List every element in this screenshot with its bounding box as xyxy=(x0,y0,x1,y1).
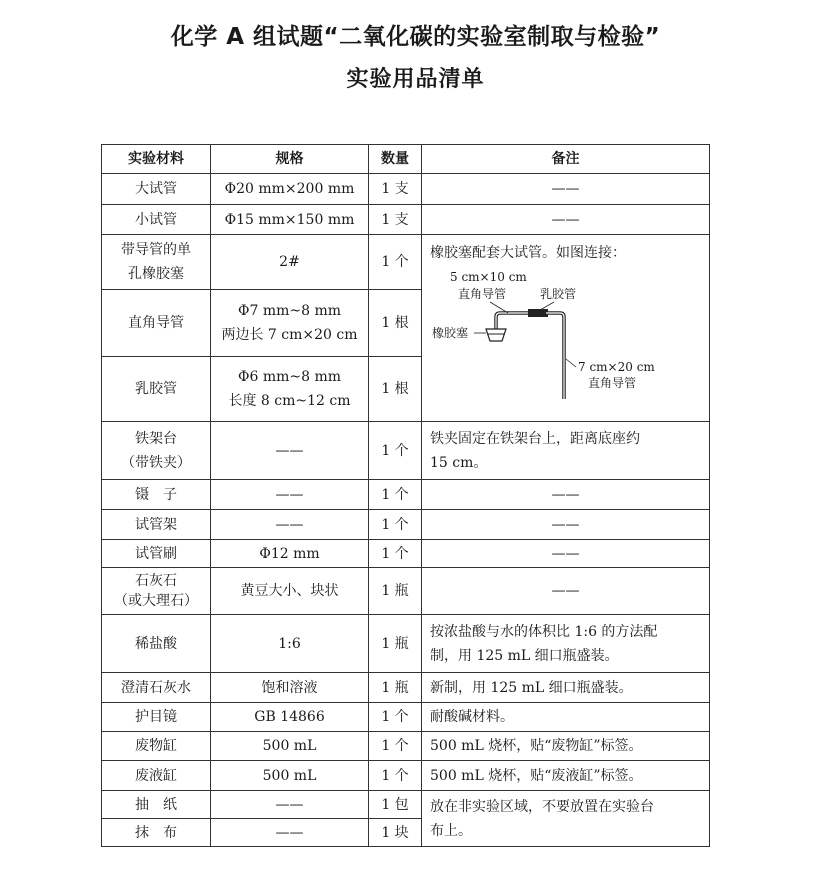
diagram-label-latex-tube: 乳胶管 xyxy=(540,287,577,301)
qty-cell: 1 瓶 xyxy=(369,568,422,615)
table-row xyxy=(102,235,710,290)
note-cell xyxy=(422,615,710,673)
note-line-1: 放在非实验区域，不要放置在实验台 xyxy=(430,798,654,815)
spec-cell: 黄豆大小、块状 xyxy=(211,568,369,615)
table-row xyxy=(102,510,710,540)
spec-cell: —— xyxy=(211,510,369,540)
document-subtitle: 实验用品清单 xyxy=(346,67,485,92)
material-line-1: 铁架台 xyxy=(135,430,177,447)
note-cell: 500 mL 烧杯，贴“废物缸”标签。 xyxy=(422,732,710,761)
qty-cell: 1 个 xyxy=(369,422,422,480)
qty-cell: 1 块 xyxy=(369,819,422,847)
diagram-label-long-tube: 直角导管 xyxy=(588,376,637,390)
material-cell xyxy=(102,568,211,615)
spec-cell xyxy=(211,290,369,357)
spec-cell: —— xyxy=(211,791,369,819)
qty-cell: 1 个 xyxy=(369,540,422,568)
header-qty: 数量 xyxy=(369,145,422,174)
latex-tube xyxy=(528,309,548,317)
table-row xyxy=(102,480,710,510)
diagram-label-long-tube-size: 7 cm×20 cm xyxy=(578,360,655,374)
spec-cell: GB 14866 xyxy=(211,703,369,732)
note-cell: 500 mL 烧杯，贴“废液缸”标签。 xyxy=(422,761,710,791)
material-cell xyxy=(102,235,211,290)
material-cell: 镊 子 xyxy=(102,480,211,510)
table-row xyxy=(102,540,710,568)
note-cell: —— xyxy=(422,480,710,510)
note-cell: —— xyxy=(422,174,710,205)
qty-cell: 1 根 xyxy=(369,290,422,357)
table-header-row xyxy=(102,145,710,174)
rubber-stopper xyxy=(486,329,506,341)
apparatus-diagram xyxy=(430,267,702,417)
note-cell: —— xyxy=(422,568,710,615)
note-cell: 耐酸碱材料。 xyxy=(422,703,710,732)
material-line-2: （或大理石） xyxy=(114,593,198,609)
note-line-2: 制，用 125 mL 细口瓶盛装。 xyxy=(430,647,619,664)
qty-cell: 1 支 xyxy=(369,174,422,205)
material-cell: 抽 纸 xyxy=(102,791,211,819)
material-cell: 直角导管 xyxy=(102,290,211,357)
qty-cell: 1 个 xyxy=(369,703,422,732)
diagram-label-stopper: 橡胶塞 xyxy=(432,326,469,340)
material-cell xyxy=(102,422,211,480)
spec-cell: Φ15 mm×150 mm xyxy=(211,205,369,235)
material-line-2: （带铁夹） xyxy=(121,454,191,471)
material-cell: 废液缸 xyxy=(102,761,211,791)
material-cell: 抹 布 xyxy=(102,819,211,847)
material-cell: 试管架 xyxy=(102,510,211,540)
spec-cell: 2# xyxy=(211,235,369,290)
qty-cell: 1 根 xyxy=(369,357,422,422)
table-row xyxy=(102,791,710,819)
materials-table xyxy=(101,144,710,847)
note-cell xyxy=(422,422,710,480)
material-line-2: 孔橡胶塞 xyxy=(128,266,184,282)
header-spec: 规格 xyxy=(211,145,369,174)
qty-cell: 1 个 xyxy=(369,761,422,791)
qty-cell: 1 个 xyxy=(369,732,422,761)
spec-cell: —— xyxy=(211,819,369,847)
table-row xyxy=(102,703,710,732)
header-material: 实验材料 xyxy=(102,145,211,174)
material-cell: 护目镜 xyxy=(102,703,211,732)
diagram-label-short-tube-size: 5 cm×10 cm xyxy=(450,270,527,284)
note-cell xyxy=(422,791,710,847)
note-line-1: 铁夹固定在铁架台上，距离底座约 xyxy=(430,430,640,447)
spec-cell: 500 mL xyxy=(211,732,369,761)
material-line-1: 石灰石 xyxy=(135,573,177,589)
material-cell: 稀盐酸 xyxy=(102,615,211,673)
spec-cell: 500 mL xyxy=(211,761,369,791)
table-row xyxy=(102,568,710,615)
table-row xyxy=(102,422,710,480)
spec-cell: —— xyxy=(211,422,369,480)
note-text: 橡胶塞配套大试管。如图连接： xyxy=(430,245,626,261)
note-cell: 新制，用 125 mL 细口瓶盛装。 xyxy=(422,673,710,703)
qty-cell: 1 个 xyxy=(369,235,422,290)
spec-cell: —— xyxy=(211,480,369,510)
spec-line-2: 长度 8 cm~12 cm xyxy=(228,393,351,409)
qty-cell: 1 个 xyxy=(369,480,422,510)
note-cell: —— xyxy=(422,205,710,235)
qty-cell: 1 包 xyxy=(369,791,422,819)
diagram-label-short-tube: 直角导管 xyxy=(458,287,507,301)
document-title: 化学 A 组试题“二氧化碳的实验室制取与检验” xyxy=(170,24,661,50)
spec-cell: 饱和溶液 xyxy=(211,673,369,703)
header-note: 备注 xyxy=(422,145,710,174)
qty-cell: 1 支 xyxy=(369,205,422,235)
table-row xyxy=(102,205,710,235)
table-row xyxy=(102,615,710,673)
material-line-1: 带导管的单 xyxy=(121,242,191,258)
table-row xyxy=(102,761,710,791)
material-cell: 试管刷 xyxy=(102,540,211,568)
spec-cell: Φ20 mm×200 mm xyxy=(211,174,369,205)
spec-line-1: Φ6 mm~8 mm xyxy=(237,369,342,385)
qty-cell: 1 瓶 xyxy=(369,673,422,703)
long-glass-tube xyxy=(546,313,564,399)
note-line-1: 按浓盐酸与水的体积比 1:6 的方法配 xyxy=(430,623,658,640)
spec-line-2: 两边长 7 cm×20 cm xyxy=(221,327,358,343)
table-row xyxy=(102,732,710,761)
qty-cell: 1 个 xyxy=(369,510,422,540)
spec-line-1: Φ7 mm~8 mm xyxy=(237,303,342,319)
note-line-2: 15 cm。 xyxy=(430,454,488,471)
material-cell: 废物缸 xyxy=(102,732,211,761)
spec-cell: 1:6 xyxy=(211,615,369,673)
material-cell: 大试管 xyxy=(102,174,211,205)
note-line-2: 布上。 xyxy=(430,822,472,839)
note-cell-diagram xyxy=(422,235,710,422)
material-cell: 小试管 xyxy=(102,205,211,235)
spec-cell xyxy=(211,357,369,422)
note-cell: —— xyxy=(422,510,710,540)
material-cell: 乳胶管 xyxy=(102,357,211,422)
table-row xyxy=(102,174,710,205)
material-cell: 澄清石灰水 xyxy=(102,673,211,703)
note-cell: —— xyxy=(422,540,710,568)
qty-cell: 1 瓶 xyxy=(369,615,422,673)
table-row xyxy=(102,673,710,703)
spec-cell: Φ12 mm xyxy=(211,540,369,568)
